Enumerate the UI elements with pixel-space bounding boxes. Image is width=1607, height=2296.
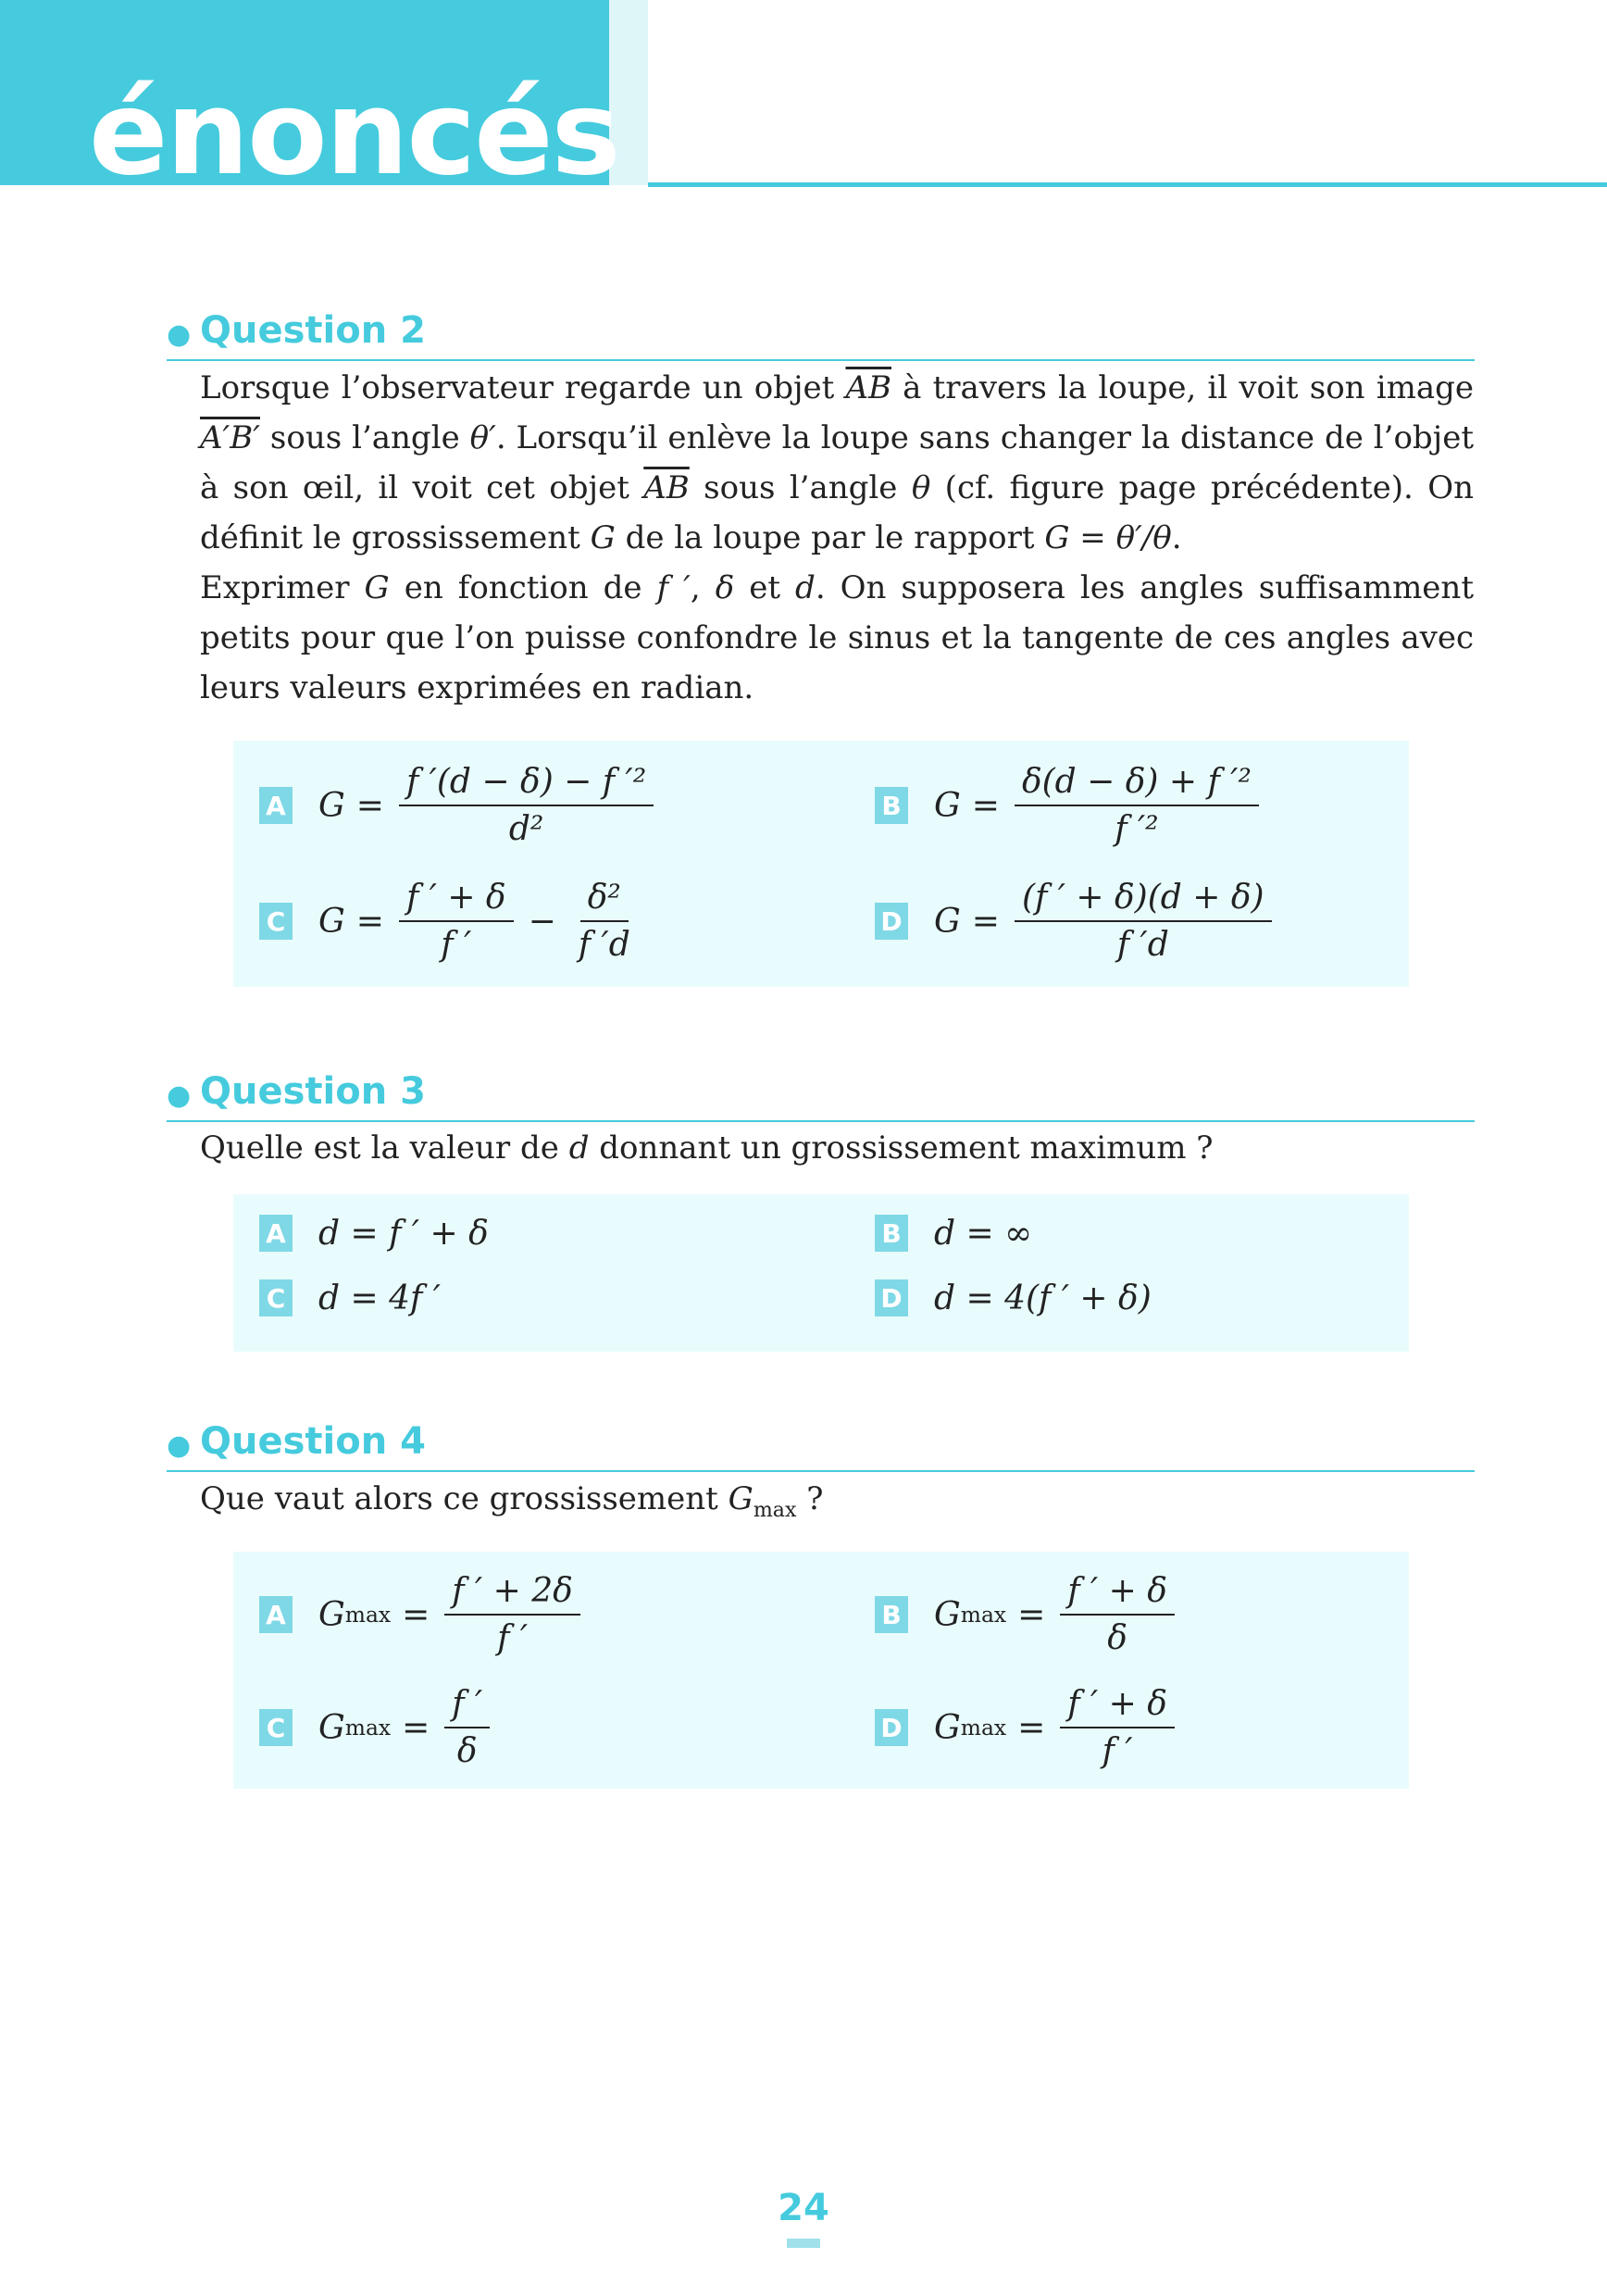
symbol-d: d (568, 1129, 590, 1167)
vector-ab: $\overline{AB}$ (643, 469, 690, 506)
bullet-icon: ● (167, 318, 192, 351)
option-b[interactable] (875, 1568, 1178, 1661)
text: Quelle est la valeur de (200, 1129, 569, 1167)
option-letter: C (259, 1709, 293, 1746)
symbol-g: G (590, 519, 616, 556)
fraction-denominator: f ′d (578, 926, 630, 964)
page-number-underline (787, 2239, 820, 2248)
option-a[interactable] (259, 1568, 584, 1661)
formula: G = $\frac{(f ' + \delta)(d + \delta)}{f 'd}$ (934, 879, 1276, 964)
question-title: Question 2 (200, 309, 426, 352)
question-3-statement (200, 1123, 1474, 1173)
fraction-denominator: d² (508, 810, 544, 848)
formula-lhs: G (934, 786, 961, 825)
header-rule (648, 182, 1607, 187)
text: donnant un grossissement maximum ? (589, 1129, 1214, 1167)
fraction-numerator: f ′ + δ (1060, 1572, 1175, 1616)
question-4-options (233, 1552, 1409, 1789)
text: Exprimer (200, 569, 365, 606)
formula: d = ∞ (934, 1214, 1033, 1253)
bullet-icon: ● (167, 1079, 192, 1112)
option-c[interactable] (259, 1681, 493, 1774)
fraction-numerator: f ′ + 2δ (444, 1572, 580, 1616)
formula-lhs: G (318, 1595, 345, 1634)
vector-a-prime-b-prime: A′B′ (200, 419, 260, 456)
option-letter: B (875, 1215, 908, 1252)
angle-theta: θ (911, 469, 931, 506)
text: sous l’angle (689, 469, 912, 506)
text: (cf. figure page précédente). On définit le grossissement (200, 469, 1475, 556)
formula: G max = $\frac{f ' + \delta}{\delta}$ (934, 1572, 1178, 1657)
minus-sign: − (528, 902, 556, 941)
subscript-max: max (344, 1602, 392, 1628)
option-b[interactable] (875, 759, 1263, 852)
question-2-heading (167, 306, 1475, 361)
fraction-denominator: f ′² (1115, 810, 1159, 848)
text: en fonction de (389, 569, 657, 606)
formula: d = 4(f ′ + δ) (934, 1279, 1152, 1317)
question-2-options (233, 741, 1409, 987)
formula-lhs: G (318, 902, 345, 941)
symbol-delta: δ (715, 569, 735, 606)
formula: d = 4f ′ (318, 1279, 441, 1317)
option-a[interactable] (259, 759, 657, 852)
fraction-denominator: f ′ (441, 926, 472, 964)
text: de la loupe par le rapport (615, 519, 1045, 556)
text: , (690, 569, 716, 606)
bullet-icon: ● (167, 1429, 192, 1462)
option-letter: D (875, 1709, 908, 1746)
fraction-denominator: δ (1107, 1619, 1127, 1657)
option-letter: A (259, 1596, 293, 1633)
option-c[interactable] (259, 1259, 441, 1337)
fraction-numerator: f ′(d − δ) − f ′² (399, 763, 654, 806)
text: . On supposera les angles suffisamment petits pour que l’on puisse confondre le sinus et la tangente de ces angles avec leurs valeurs exprimées en radian. (200, 569, 1474, 706)
fraction-denominator: δ (456, 1732, 478, 1770)
text: . Lorsqu’il enlève la loupe sans changer la distance de l’objet à son œil, il voit cet objet (200, 419, 1474, 506)
fraction-numerator: δ(d − δ) + f ′² (1015, 763, 1259, 806)
text: Lorsque l’observateur regarde un objet (200, 369, 846, 406)
page-number: 24 (778, 2187, 829, 2229)
fraction-numerator: δ² (580, 879, 629, 922)
question-4-statement (200, 1474, 1474, 1535)
symbol-f-prime: f ′ (656, 569, 691, 606)
fraction-denominator: f ′ (497, 1619, 529, 1657)
option-d[interactable] (875, 1681, 1178, 1774)
page-title: énoncés (89, 69, 619, 185)
option-c[interactable] (259, 875, 642, 967)
question-title: Question 4 (200, 1420, 426, 1463)
symbol-g: G (728, 1480, 754, 1517)
fraction-denominator: f ′ (1102, 1732, 1133, 1770)
formula: d = f ′ + δ (318, 1214, 489, 1253)
text: et (734, 569, 796, 606)
option-letter: B (875, 1596, 908, 1633)
symbol-g: G (364, 569, 390, 606)
fraction-denominator: f ′d (1116, 926, 1169, 964)
option-letter: A (259, 1215, 293, 1252)
question-4-heading (167, 1416, 1475, 1472)
option-d[interactable] (875, 1259, 1152, 1337)
option-letter: C (259, 1279, 293, 1316)
formula-lhs: G (934, 1708, 961, 1747)
question-3-options (233, 1194, 1409, 1352)
text: à travers la loupe, il voit son image (891, 369, 1474, 406)
formula: G = $\frac{\text{δ(d − δ) + f ′²}}{\text{f ′²}}$ (934, 763, 1263, 848)
formula-lhs: G (318, 1708, 345, 1747)
option-letter: D (875, 903, 908, 940)
question-3-heading (167, 1067, 1475, 1122)
formula: G max = $\frac{f '}{\delta}$ (318, 1685, 493, 1770)
text: . (1171, 519, 1182, 556)
angle-theta-prime: θ′ (469, 419, 496, 456)
fraction-numerator: f ′ + δ (399, 879, 514, 922)
subscript-max: max (344, 1715, 392, 1741)
subscript-max: max (960, 1715, 1007, 1741)
subscript-max: max (753, 1497, 797, 1522)
option-letter: B (875, 787, 908, 824)
option-d[interactable] (875, 875, 1276, 967)
fraction-numerator: (f ′ + δ)(d + δ) (1015, 879, 1272, 922)
text: Que vaut alors ce grossissement (200, 1480, 729, 1517)
subscript-max: max (960, 1602, 1007, 1628)
vector-ab: $\overline{AB}$ (845, 369, 891, 406)
ratio-formula: G = θ′/θ (1044, 519, 1172, 556)
formula-lhs: G (934, 1595, 961, 1634)
formula: G = $\frac{f ' + \delta}{f '}$ − $\frac{\text{δ²}}{f 'd}$ (318, 879, 642, 964)
formula-lhs: G (318, 786, 345, 825)
formula: G = $\frac{\text{f ′(d − δ) − f ′²}}{\text{d²}}$ (318, 763, 657, 848)
question-title: Question 3 (200, 1070, 426, 1113)
fraction-numerator: f ′ + δ (1060, 1685, 1175, 1728)
formula: G max = $\frac{f ' + \delta}{f '}$ (934, 1685, 1178, 1770)
option-letter: C (259, 903, 293, 940)
text: ? (796, 1480, 824, 1517)
fraction-numerator: f ′ (444, 1685, 490, 1728)
formula-lhs: G (934, 902, 961, 941)
question-2-statement (200, 363, 1474, 713)
option-letter: A (259, 787, 293, 824)
formula: G max = $\frac{f ' + 2\delta}{f '}$ (318, 1572, 584, 1657)
text: sous l’angle (259, 419, 470, 456)
option-letter: D (875, 1279, 908, 1316)
symbol-d: d (795, 569, 816, 606)
